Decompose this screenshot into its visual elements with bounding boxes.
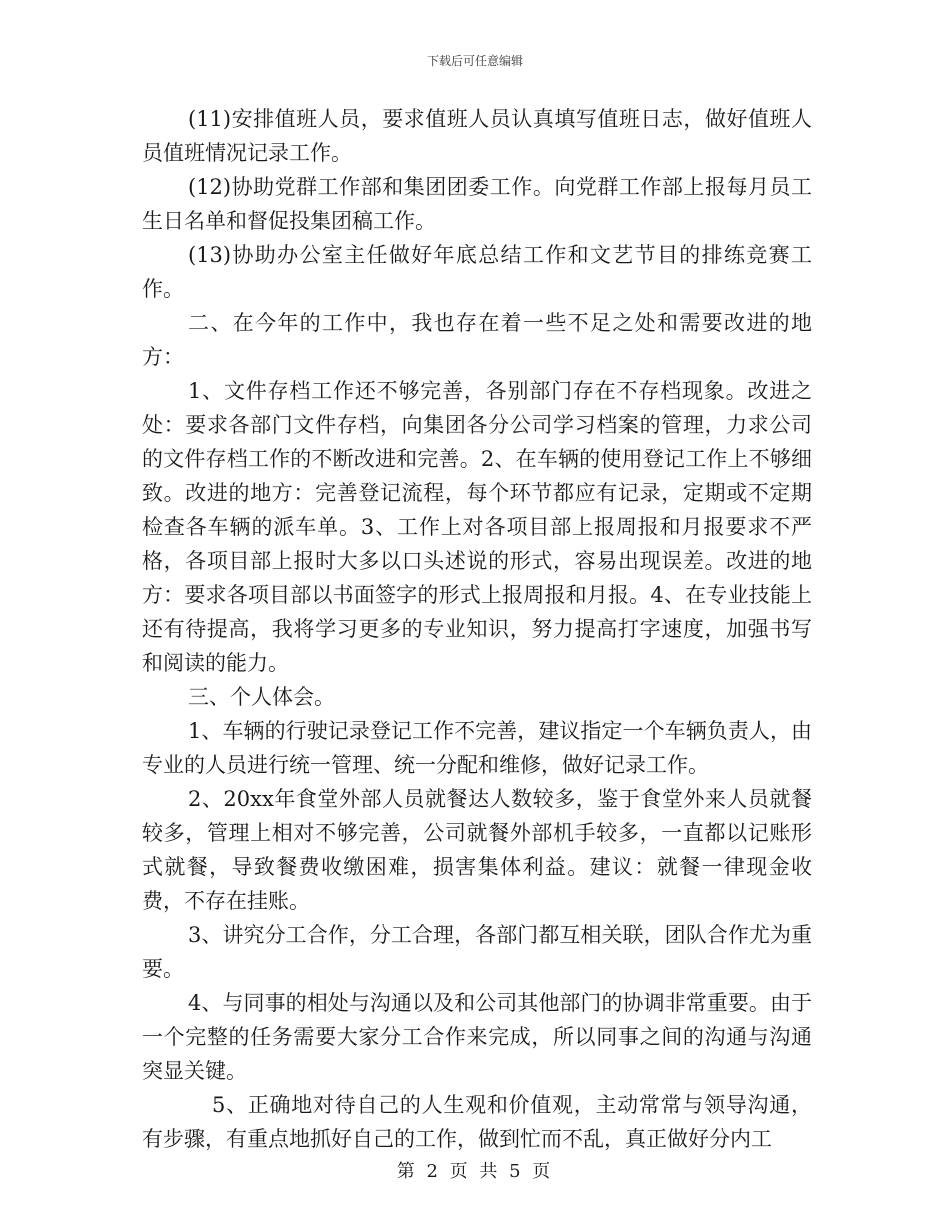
paragraph-experience-3: 3、讲究分工合作，分工合理，各部门都互相关联，团队合作尤为重要。 xyxy=(142,923,812,981)
page-number: 第 2 页 共 5 页 xyxy=(396,1161,554,1182)
paragraph-improvements: 1、文件存档工作还不够完善，各别部门存在不存档现象。改进之处：要求各部门文件存档，向集团各分公司学习档案的管理，力求公司的文件存档工作的不断改进和完善。2、在车辆的使用登记工作上不够细致。改进的地方：完善登记流程，每个环节都应有记录，定期或不定期检查各车辆的派车单。3、工作上对各项目部上报周报和月报要求不严格，各项目部上报时大多以口头述说的形式，容易出现误差。改进的地方：要求各项目部以书面签字的形式上报周报和月报。4、在专业技能上还有待提高，我将学习更多的专业知识，努力提高打字速度，加强书写和阅读的能力。 xyxy=(142,379,812,675)
paragraph-duty-12: (12)协助党群工作部和集团团委工作。向党群工作部上报每月员工生日名单和督促投集团稿工作。 xyxy=(142,175,812,233)
section-heading-experience: 三、个人体会。 xyxy=(188,685,335,709)
paragraph-experience-1: 1、车辆的行驶记录登记工作不完善，建议指定一个车辆负责人，由专业的人员进行统一管理、统一分配和维修，做好记录工作。 xyxy=(142,719,812,777)
page-header: 下载后可任意编辑 xyxy=(426,54,523,68)
document-body xyxy=(142,102,812,1156)
paragraph-experience-4: 4、与同事的相处与沟通以及和公司其他部门的协调非常重要。由于一个完整的任务需要大家分工合作来完成，所以同事之间的沟通与沟通突显关键。 xyxy=(142,991,812,1083)
paragraph-duty-13: (13)协助办公室主任做好年底总结工作和文艺节目的排练竞赛工作。 xyxy=(142,243,812,301)
paragraph-duty-11: (11)安排值班人员，要求值班人员认真填写值班日志，做好值班人员值班情况记录工作。 xyxy=(142,107,812,165)
paragraph-experience-2: 2、20xx年食堂外部人员就餐达人数较多，鉴于食堂外来人员就餐较多，管理上相对不够完善，公司就餐外部机手较多，一直都以记账形式就餐，导致餐费收缴困难，损害集体利益。建议：就餐一律现金收费，不存在挂账。 xyxy=(142,787,812,913)
paragraph-experience-5: 5、正确地对待自己的人生观和价值观，主动常常与领导沟通，有步骤，有重点地抓好自己的工作，做到忙而不乱，真正做好分内工 xyxy=(142,1093,812,1151)
section-heading-shortcomings: 二、在今年的工作中，我也存在着一些不足之处和需要改进的地方： xyxy=(142,311,812,369)
